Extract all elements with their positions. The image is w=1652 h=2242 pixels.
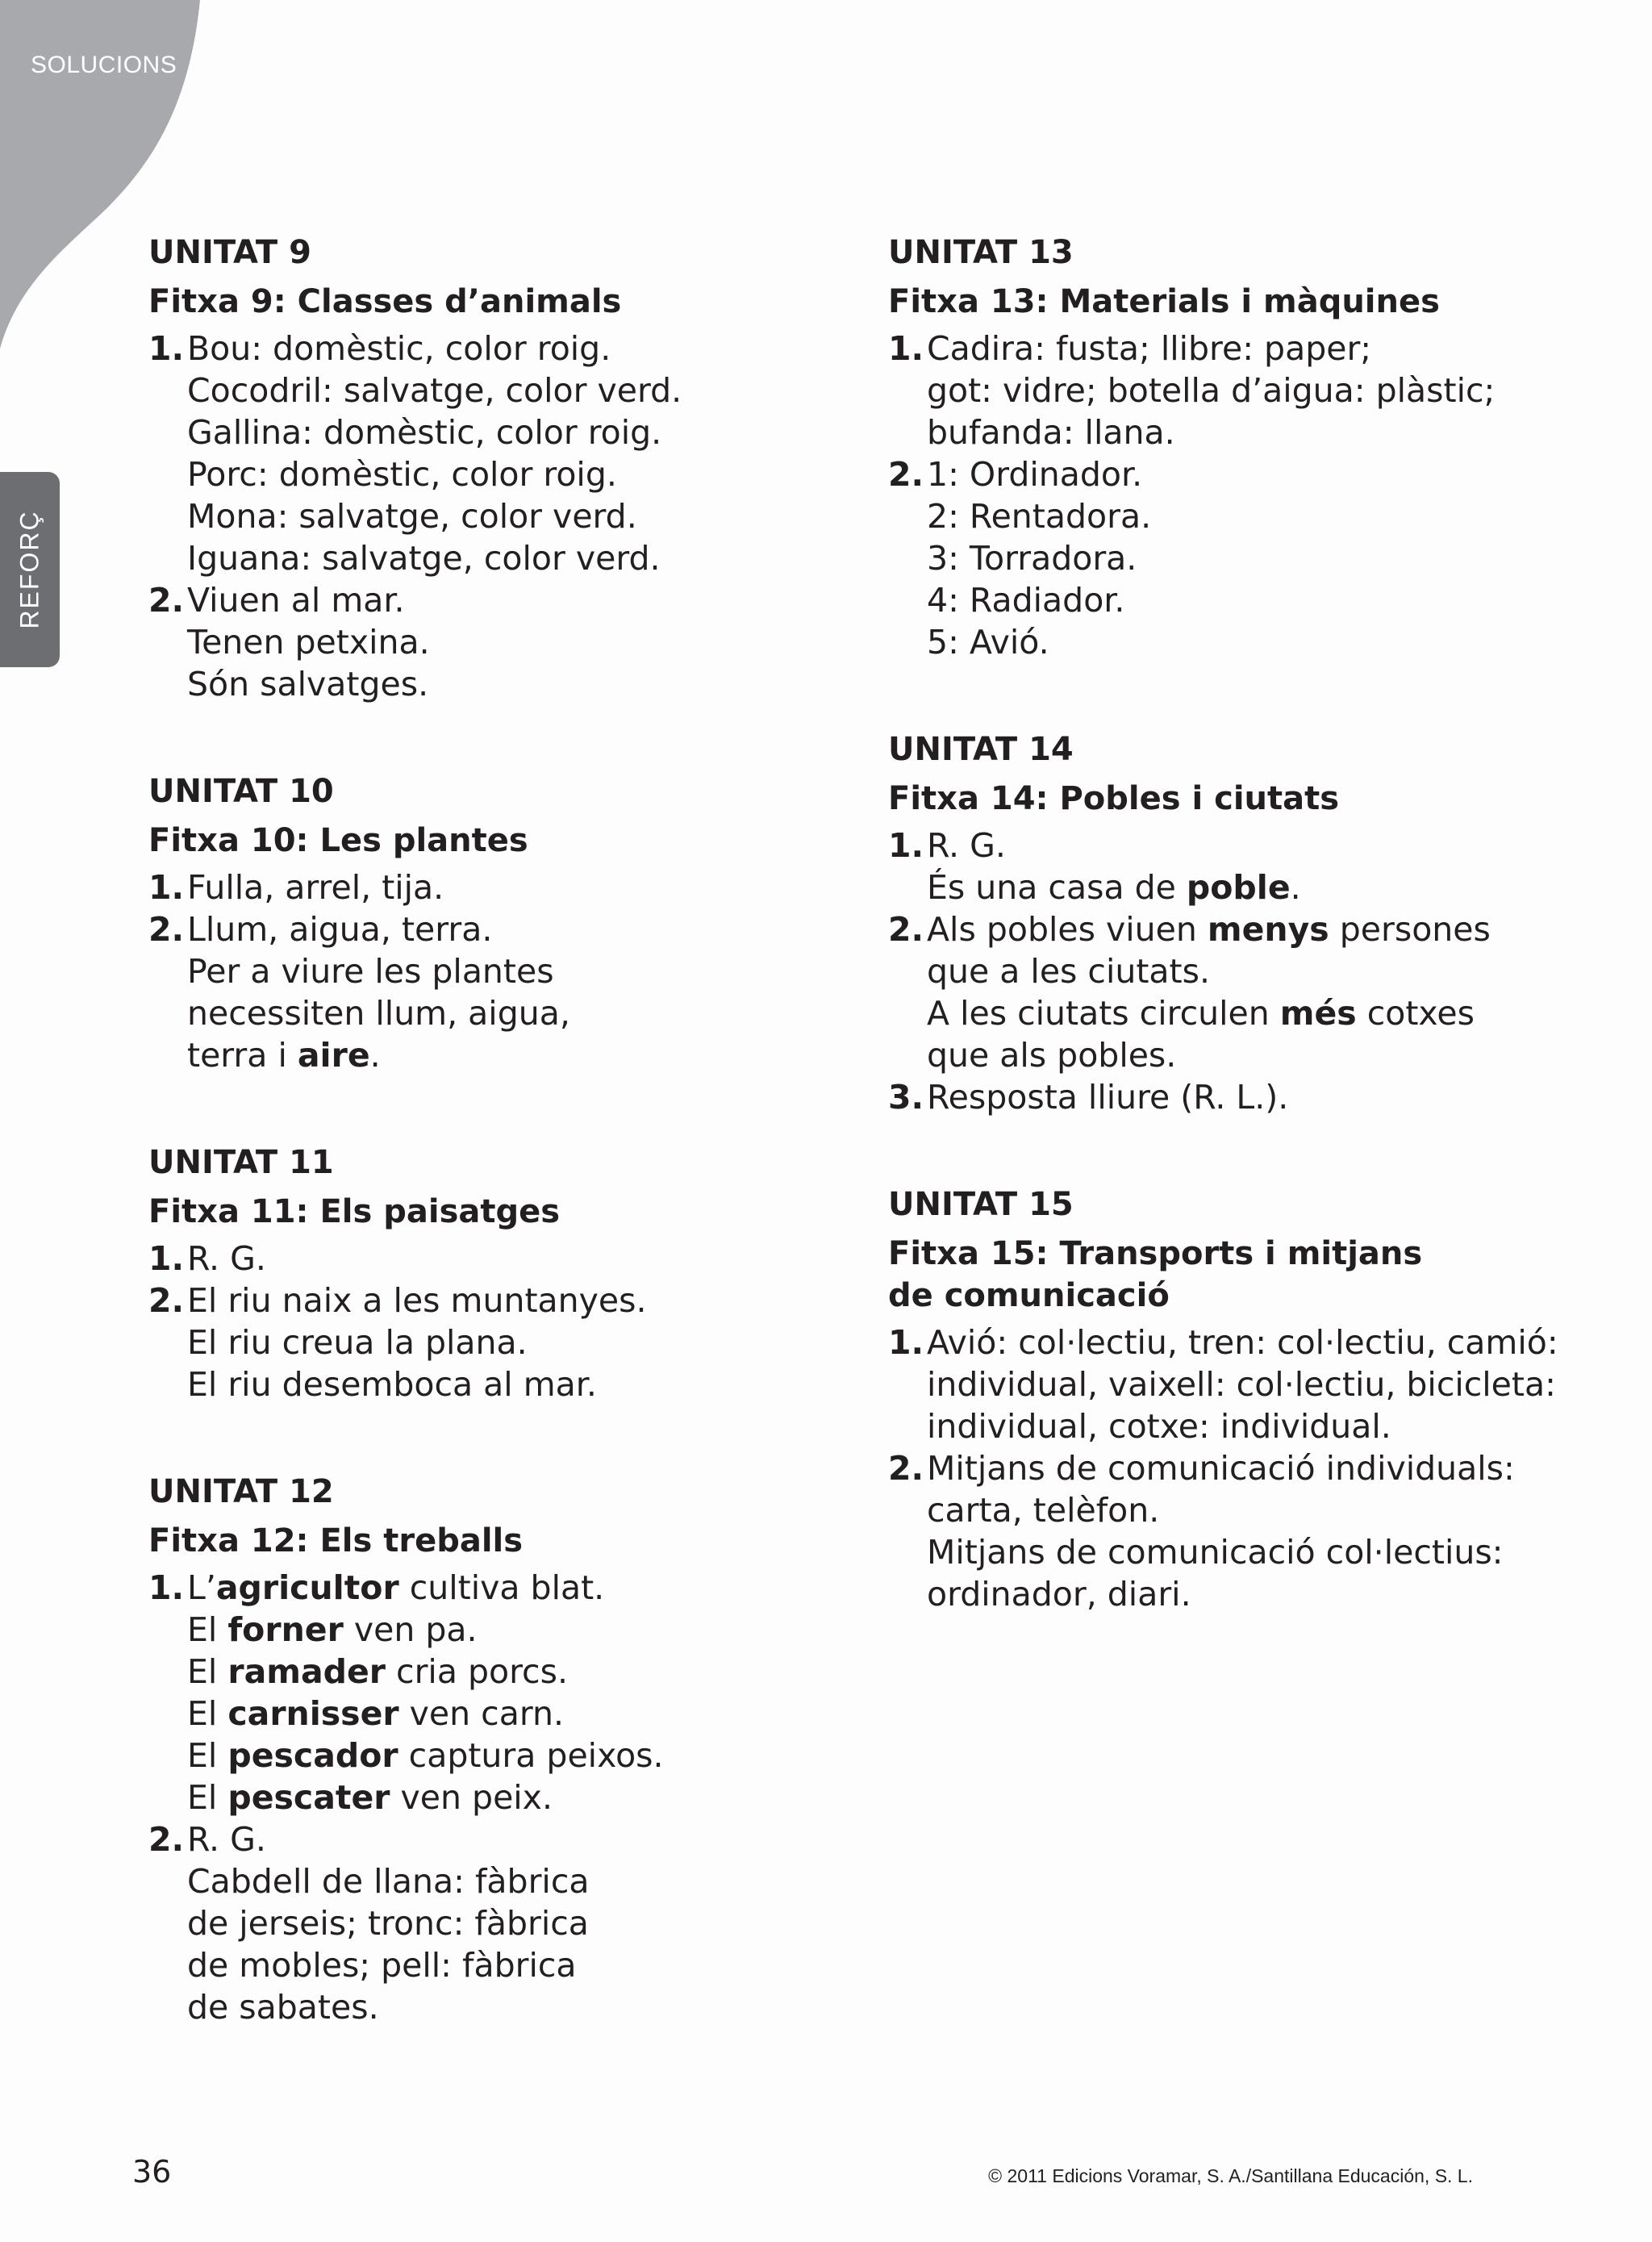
answer-line: Viuen al mar. [187,581,405,620]
answer-line: got: vidre; botella d’aigua: plàstic; [927,371,1496,410]
exercise-answer [187,579,842,705]
exercise-answer [187,1567,842,1818]
exercise-answer [187,328,842,579]
unit-section [148,766,842,1076]
page-number: 36 [132,2154,172,2190]
answer-line: Tenen petxina. [187,623,430,662]
worksheet-title: Fitxa 15: Transports i mitjans de comunicació [888,1235,1423,1314]
exercise [148,1567,842,1818]
answer-line: R. G. [927,826,1006,865]
exercise-number: 2. [888,910,924,949]
answer-line: El riu desemboca al mar. [187,1365,597,1404]
exercise-answer [187,866,842,908]
worksheet-title: Fitxa 10: Les plantes [148,822,528,859]
answer-line: de mobles; pell: fàbrica [187,1946,577,1985]
answer-line: 3: Torradora. [927,539,1137,578]
exercise [148,908,842,1076]
answer-line: carta, telèfon. [927,1491,1160,1530]
exercise-answer [927,328,1582,453]
unit-title: UNITAT 11 [148,1144,334,1181]
exercise-answer [927,908,1582,1076]
unit-section [148,1138,842,1405]
unit-title: UNITAT 9 [148,234,311,271]
exercise-number: 2. [148,581,185,620]
answer-line: El forner ven pa. [187,1610,478,1649]
answer-line: Bou: domèstic, color roig. [187,329,611,368]
exercise-number: 2. [888,1449,924,1488]
answer-line: de sabates. [187,1988,379,2027]
answer-line: L’agricultor cultiva blat. [187,1568,605,1607]
exercise [888,908,1582,1076]
right-column [888,228,1582,1676]
answer-line: individual, vaixell: col·lectiu, bicicleta: [927,1365,1556,1404]
exercise-answer [187,1280,842,1405]
exercise-number: 2. [148,910,185,949]
exercise [888,1447,1582,1615]
answer-line: Mona: salvatge, color verd. [187,497,637,536]
answer-line: necessiten llum, aigua, [187,994,570,1033]
answer-keyword: aire [297,1036,370,1075]
answer-line: Cabdell de llana: fàbrica [187,1862,590,1901]
exercise-number: 1. [148,1568,185,1607]
answer-line: Gallina: domèstic, color roig. [187,413,662,452]
exercise-answer [927,453,1582,663]
answer-line: El riu naix a les muntanyes. [187,1281,647,1320]
answer-line: Iguana: salvatge, color verd. [187,539,661,578]
unit-section [148,228,842,705]
exercise [148,1238,842,1280]
unit-section [888,228,1582,663]
exercise-number: 1. [148,1239,185,1278]
worksheet-title: Fitxa 13: Materials i màquines [888,283,1440,320]
exercise-number: 1. [888,826,924,865]
answer-line: de jerseis; tronc: fàbrica [187,1904,589,1943]
exercise [888,825,1582,908]
exercise-answer [187,908,842,1076]
answer-line: Resposta lliure (R. L.). [927,1078,1289,1117]
exercise-number: 1. [888,329,924,368]
exercise [148,328,842,579]
exercise-number: 1. [888,1323,924,1362]
unit-title: UNITAT 12 [148,1473,334,1510]
worksheet-title: Fitxa 14: Pobles i ciutats [888,780,1340,817]
answer-line: Mitjans de comunicació individuals: [927,1449,1515,1488]
unit-title: UNITAT 10 [148,773,334,810]
unit-title: UNITAT 13 [888,234,1074,271]
worksheet-title: Fitxa 12: Els treballs [148,1522,524,1559]
answer-keyword: ramader [227,1652,386,1691]
exercise-number: 1. [148,329,185,368]
exercise-answer [927,1076,1582,1118]
left-column [148,228,842,2090]
side-tab-label: REFORÇ [15,510,44,629]
answer-line: Cadira: fusta; llibre: paper; [927,329,1372,368]
exercise-answer [187,1238,842,1280]
unit-title: UNITAT 15 [888,1186,1074,1223]
exercise [888,328,1582,453]
answer-line: Fulla, arrel, tija. [187,868,444,907]
answer-line: Són salvatges. [187,665,429,703]
exercise-answer [927,1447,1582,1615]
answer-keyword: poble [1186,868,1291,907]
exercise [148,1818,842,2028]
answer-line: El pescater ven peix. [187,1778,553,1817]
answer-line: ordinador, diari. [927,1575,1191,1614]
answer-line: El pescador captura peixos. [187,1736,664,1775]
answer-line: 5: Avió. [927,623,1049,662]
answer-line: Mitjans de comunicació col·lectius: [927,1533,1504,1572]
answer-line: Per a viure les plantes [187,952,554,991]
unit-section [148,1467,842,2028]
exercise-number: 2. [888,455,924,494]
side-tab [0,472,60,667]
answer-line: terra i aire. [187,1036,381,1075]
unit-title: UNITAT 14 [888,731,1074,768]
exercise-number: 3. [888,1078,924,1117]
exercise [888,1076,1582,1118]
answer-line: Porc: domèstic, color roig. [187,455,617,494]
answer-keyword: carnisser [227,1694,399,1733]
answer-keyword: menys [1207,910,1329,949]
answer-line: A les ciutats circulen més cotxes [927,994,1475,1033]
worksheet-title: Fitxa 9: Classes d’animals [148,283,622,320]
answer-line: bufanda: llana. [927,413,1175,452]
answer-line: 2: Rentadora. [927,497,1152,536]
exercise-number: 2. [148,1281,185,1320]
answer-line: El ramader cria porcs. [187,1652,568,1691]
answer-keyword: forner [227,1610,344,1649]
exercise [148,1280,842,1405]
exercise [888,1321,1582,1447]
answer-keyword: agricultor [215,1568,399,1607]
copyright-notice: © 2011 Edicions Voramar, S. A./Santillana Educación, S. L. [988,2165,1473,2186]
exercise-number: 1. [148,868,185,907]
worksheet-title: Fitxa 11: Els paisatges [148,1193,561,1230]
answer-line: Cocodril: salvatge, color verd. [187,371,682,410]
answer-line: individual, cotxe: individual. [927,1407,1391,1446]
exercise [888,453,1582,663]
answer-line: que a les ciutats. [927,952,1211,991]
answer-line: 1: Ordinador. [927,455,1143,494]
exercise [148,579,842,705]
answer-line: 4: Radiador. [927,581,1125,620]
answer-line: R. G. [187,1820,266,1859]
exercise-number: 2. [148,1820,185,1859]
unit-section [888,1179,1582,1615]
answer-line: Llum, aigua, terra. [187,910,493,949]
answer-line: El carnisser ven carn. [187,1694,564,1733]
exercise-answer [927,825,1582,908]
answer-keyword: pescador [227,1736,398,1775]
answer-line: Als pobles viuen menys persones [927,910,1491,949]
answer-line: És una casa de poble. [927,868,1301,907]
answer-keyword: pescater [227,1778,390,1817]
answer-keyword: més [1279,994,1357,1033]
answer-line: El riu creua la plana. [187,1323,528,1362]
unit-section [888,724,1582,1118]
exercise [148,866,842,908]
answer-line: Avió: col·lectiu, tren: col·lectiu, camió: [927,1323,1558,1362]
exercise-answer [187,1818,842,2028]
section-label: SOLUCIONS [31,52,177,78]
exercise-answer [927,1321,1582,1447]
answer-line: R. G. [187,1239,266,1278]
answer-line: que als pobles. [927,1036,1177,1075]
